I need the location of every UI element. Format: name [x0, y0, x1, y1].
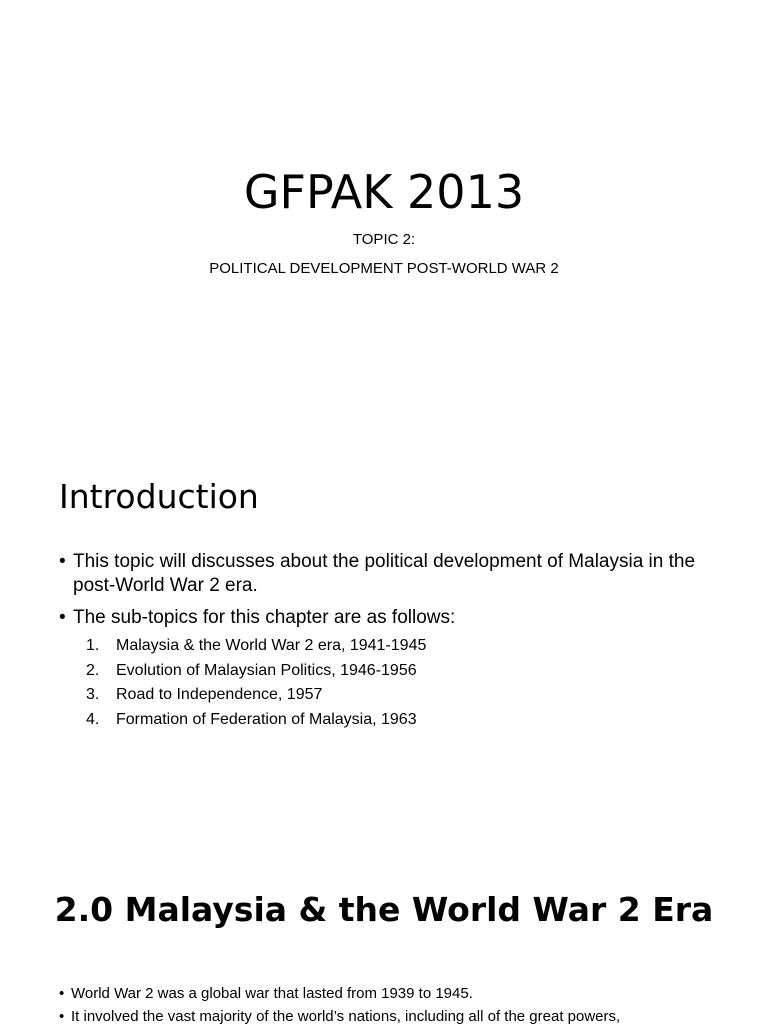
introduction-heading: Introduction — [59, 477, 259, 516]
topic-title: POLITICAL DEVELOPMENT POST-WORLD WAR 2 — [209, 260, 559, 277]
subtopic-item — [86, 708, 426, 733]
section-bullet-list — [59, 982, 719, 1028]
bullet-text: The sub-topics for this chapter are as follows: — [73, 607, 456, 628]
section-heading: 2.0 Malaysia & the World War 2 Era — [54, 890, 714, 929]
topic-label: TOPIC 2: — [352, 231, 416, 248]
bullet-icon: • — [59, 551, 66, 572]
subtopic-text: Malaysia & the World War 2 era, 1941-1945 — [116, 637, 427, 654]
list-item — [59, 982, 719, 1005]
subtopic-number: 1. — [86, 637, 100, 654]
subtopic-text: Road to Independence, 1957 — [116, 686, 323, 703]
list-item — [59, 1005, 719, 1028]
bullet-text: This topic will discusses about the political development of Malaysia in the post-World War 2 era. — [73, 551, 696, 596]
bullet-text: It involved the vast majority of the world’s nations, including all of the great powers, — [71, 1008, 621, 1025]
subtopic-text: Evolution of Malaysian Politics, 1946-1956 — [116, 661, 417, 679]
list-item — [59, 550, 709, 598]
subtopic-number: 3. — [86, 686, 100, 703]
introduction-slide — [0, 430, 768, 860]
bullet-icon: • — [59, 985, 65, 1002]
subtopic-item — [86, 683, 426, 708]
bullet-icon: • — [59, 1008, 65, 1025]
subtopic-list — [86, 634, 426, 732]
bullet-text: World War 2 was a global war that lasted from 1939 to 1945. — [71, 985, 473, 1002]
subtopic-number: 4. — [86, 710, 100, 728]
bullet-icon: • — [59, 607, 66, 628]
subtopic-number: 2. — [86, 661, 100, 679]
page-title: GFPAK 2013 — [243, 165, 525, 219]
introduction-bullet-list — [59, 550, 709, 638]
subtopic-item — [86, 634, 426, 659]
subtopic-text: Formation of Federation of Malaysia, 1963 — [116, 710, 417, 728]
section-slide — [0, 860, 768, 1024]
subtopic-item — [86, 659, 426, 684]
title-slide — [0, 0, 768, 430]
list-item — [59, 606, 709, 630]
